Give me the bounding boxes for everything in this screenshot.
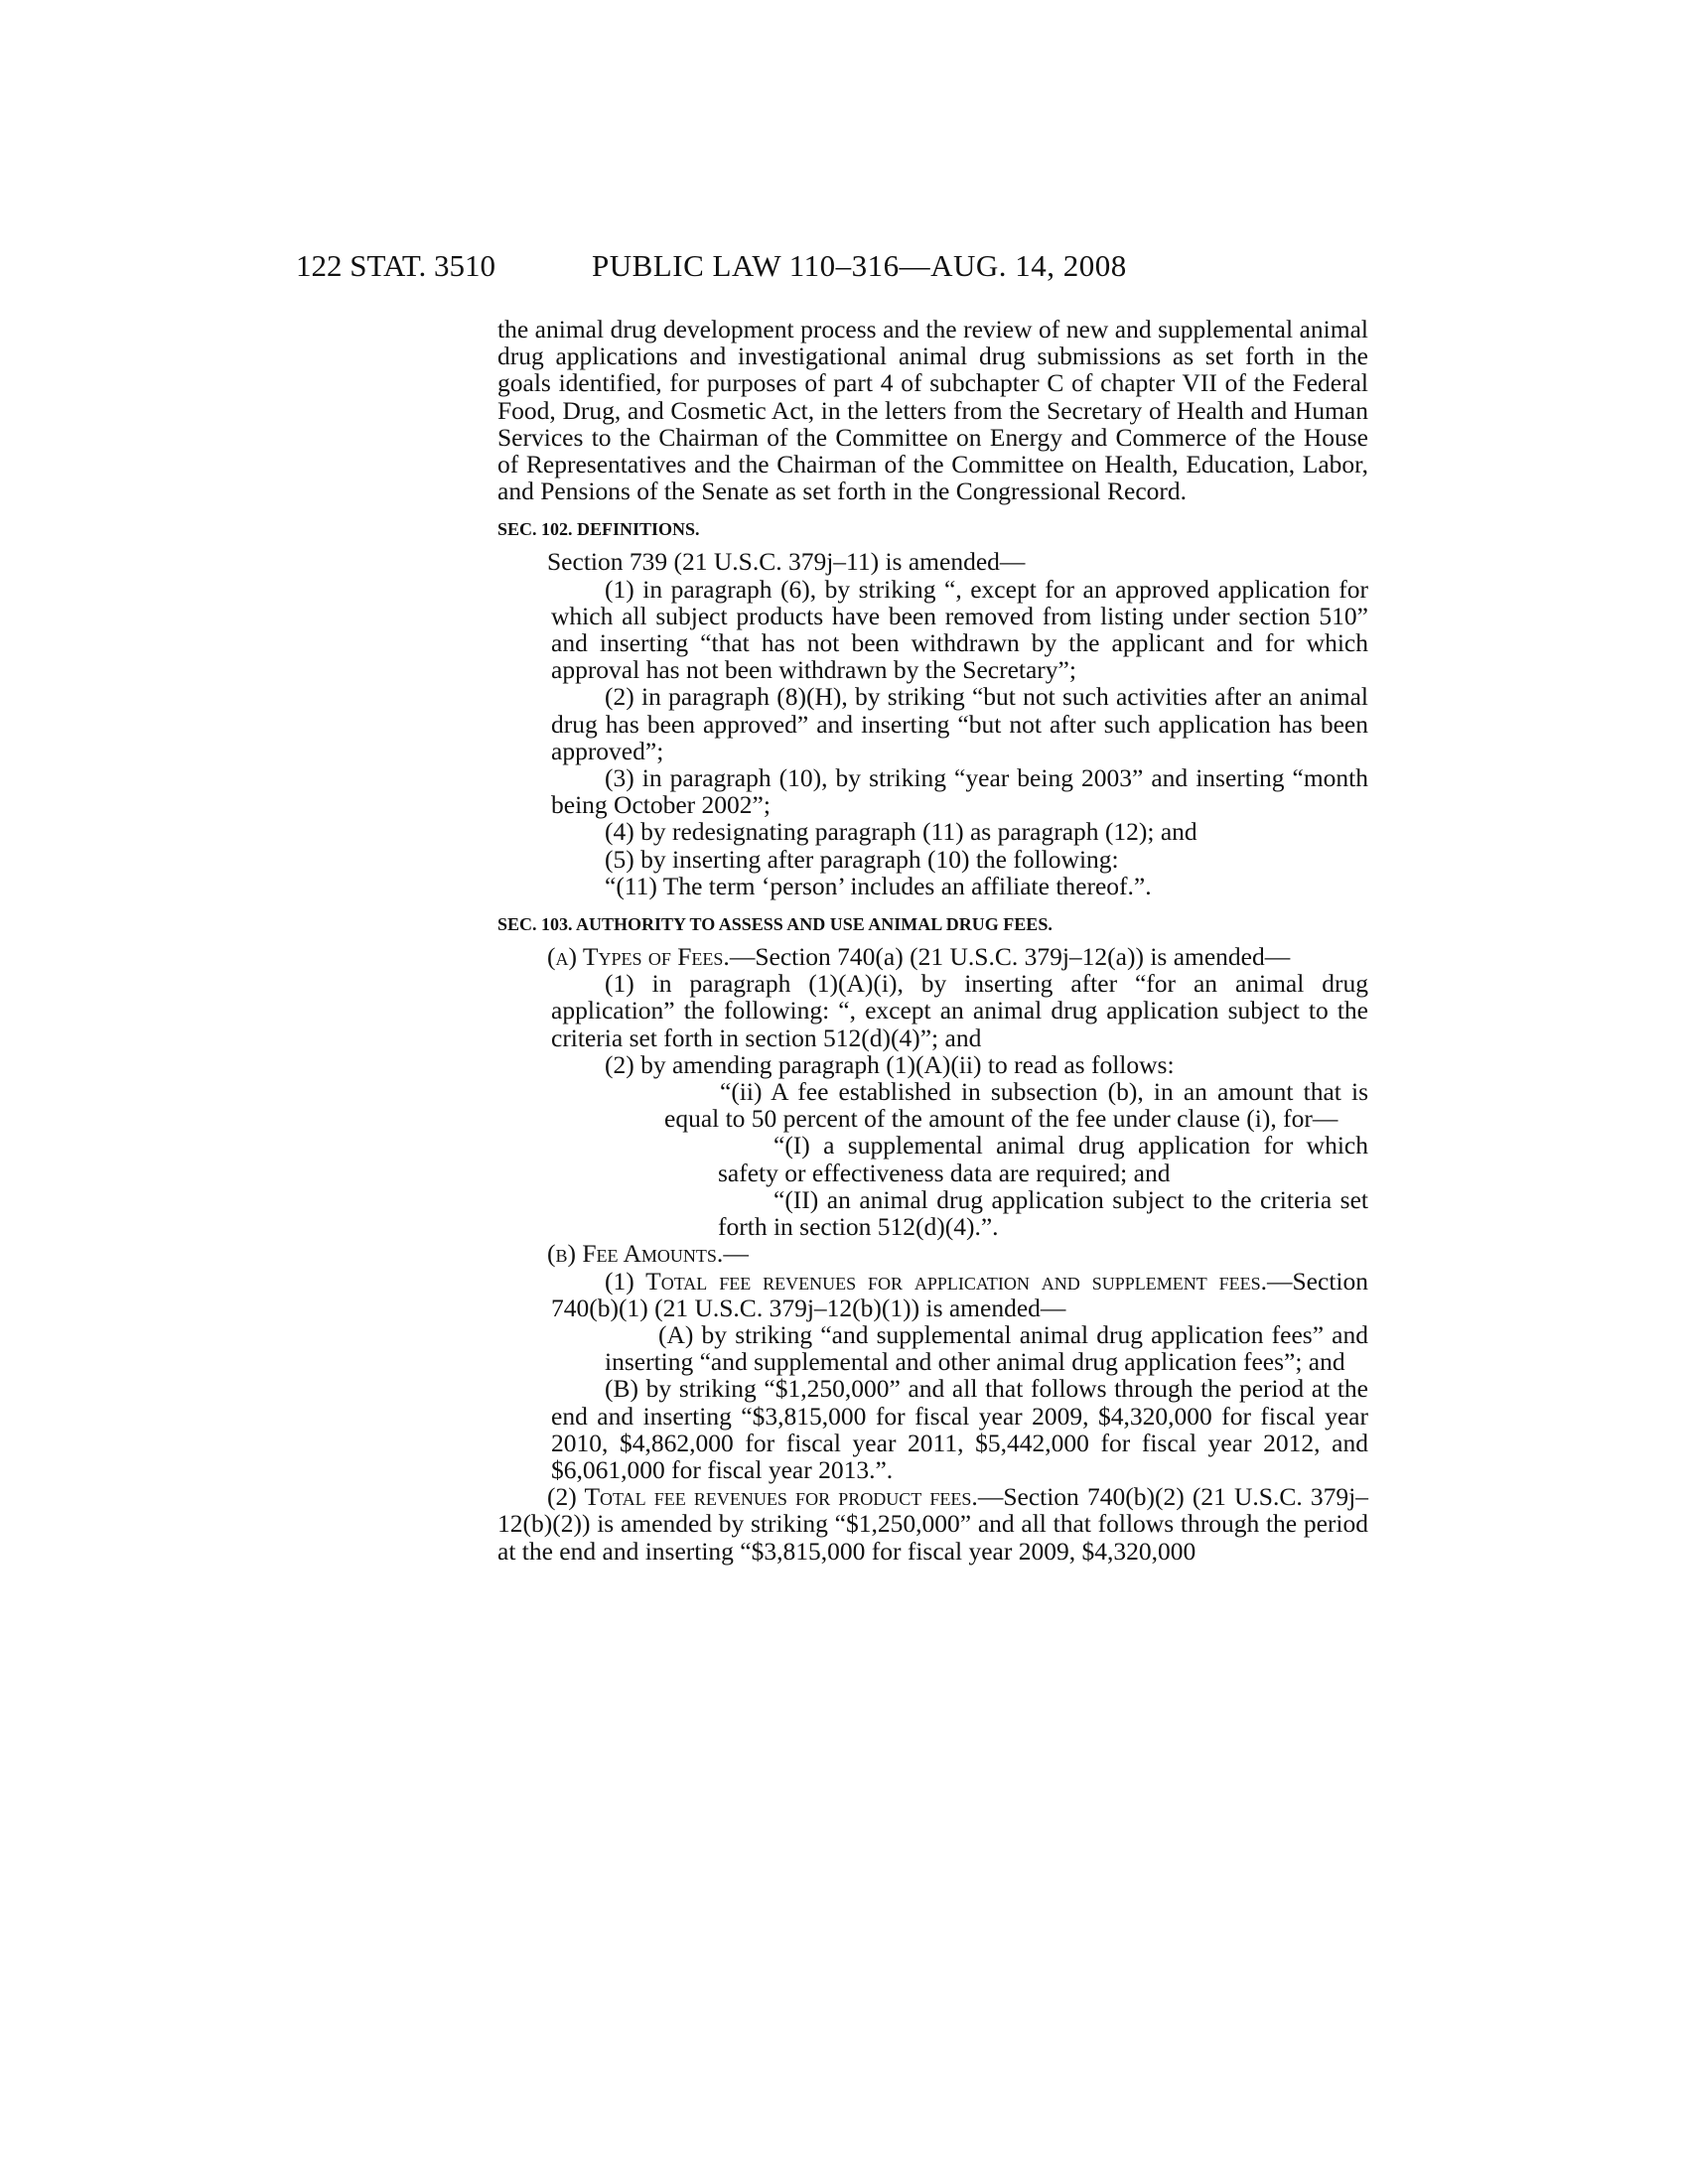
sec-102-item-1: (1) in paragraph (6), by striking “, except for an approved application for which all subject products have been removed from listing under section 510” and inserting “that has not been withdrawn by the applicant and for which approval has not been withdrawn by the Secretary”; xyxy=(551,574,1368,685)
sec-103-b-2-label: (2) Total fee revenues for product fees. xyxy=(547,1482,978,1512)
sec-103-b-2 xyxy=(497,1483,1368,1565)
sec-102-item-2: (2) in paragraph (8)(H), by striking “but not such activities after an animal drug has been approved” and inserting “but not after such application has been approved”; xyxy=(551,682,1368,765)
public-law-title: PUBLIC LAW 110–316—AUG. 14, 2008 xyxy=(592,248,1127,283)
sec-102-item-5: (5) by inserting after paragraph (10) the following: xyxy=(605,844,1119,874)
intro-paragraph: the animal drug development process and the review of new and supplemental animal drug applications and investigational animal drug submissions as set forth in the goals identified, for purposes of part 4 of subchapter C of chapter VII of the Federal Food, Drug, and Cosmetic Act, in the letters from the Secretary of Health and Human Services to the Chairman of the Committee on Energy and Commerce of the House of Representatives and the Chairman of the Committee on Health, Education, Labor, and Pensions of the Senate as set forth in the Congressional Record. xyxy=(497,315,1368,506)
sec-103-b-1-label: (1) Total fee revenues for application and supplement fees. xyxy=(605,1266,1267,1296)
sec-103-b-dash: — xyxy=(723,1239,749,1269)
sec-103-a-2-II: “(II) an animal drug application subject to the criteria set forth in section 512(d)(4).”. xyxy=(718,1184,1368,1242)
sec-103-a xyxy=(497,943,1368,970)
sec-103-b-1-text: —Section 740(b)(1) (21 U.S.C. 379j–12(b)(1)) is amended— xyxy=(551,1266,1368,1322)
sec-103-a-1: (1) in paragraph (1)(A)(i), by inserting after “for an animal drug application” the following: “, except an animal drug application subject to the criteria set forth in section 512(d)(4)”; and xyxy=(551,969,1368,1052)
sec-103-b xyxy=(497,1240,1368,1267)
sec-103-a-label: (a) Types of Fees. xyxy=(547,942,730,972)
sec-102-item-4: (4) by redesignating paragraph (11) as paragraph (12); and xyxy=(605,817,1197,847)
stat-citation: 122 STAT. 3510 xyxy=(296,248,496,283)
document-body xyxy=(497,316,1368,1565)
sec-103-b-1-A: (A) by striking “and supplemental animal drug application fees” and inserting “and supplemental and other animal drug application fees”; and xyxy=(605,1319,1368,1377)
sec-102-lead: Section 739 (21 U.S.C. 379j–11) is amended— xyxy=(547,547,1026,577)
sec-103-a-2: (2) by amending paragraph (1)(A)(ii) to read as follows: xyxy=(605,1049,1175,1079)
page-header xyxy=(296,248,1370,288)
sec-103-b-1 xyxy=(497,1268,1368,1321)
sec-102-item-5-quote: “(11) The term ‘person’ includes an affiliate thereof.”. xyxy=(605,871,1152,900)
sec-103-b-1-B: (B) by striking “$1,250,000” and all that follows through the period at the end and inserting “$3,815,000 for fiscal year 2009, $4,320,000 for fiscal year 2010, $4,862,000 for fiscal year 2011, $5,442,000 for fiscal year 2012, and $6,061,000 for fiscal year 2013.”. xyxy=(551,1374,1368,1484)
sec-102-heading: SEC. 102. DEFINITIONS. xyxy=(497,519,700,540)
sec-103-b-label: (b) Fee Amounts. xyxy=(547,1239,724,1269)
sec-102-item-3: (3) in paragraph (10), by striking “year being 2003” and inserting “month being October 2002”; xyxy=(551,763,1368,820)
sec-103-b-2-text: —Section 740(b)(2) (21 U.S.C. 379j–12(b)(2)) is amended by striking “$1,250,000” and all that follows through the period at the end and inserting “$3,815,000 for fiscal year 2009, $4,320,000 xyxy=(497,1482,1368,1566)
sec-103-a-2-ii: “(ii) A fee established in subsection (b), in an amount that is equal to 50 percent of the amount of the fee under clause (i), for— xyxy=(664,1077,1368,1134)
sec-103-a-2-I: “(I) a supplemental animal drug application for which safety or effectiveness data are required; and xyxy=(718,1131,1368,1187)
sec-103-heading: SEC. 103. AUTHORITY TO ASSESS AND USE ANIMAL DRUG FEES. xyxy=(497,914,1053,935)
sec-103-a-text: —Section 740(a) (21 U.S.C. 379j–12(a)) is amended— xyxy=(729,942,1291,972)
